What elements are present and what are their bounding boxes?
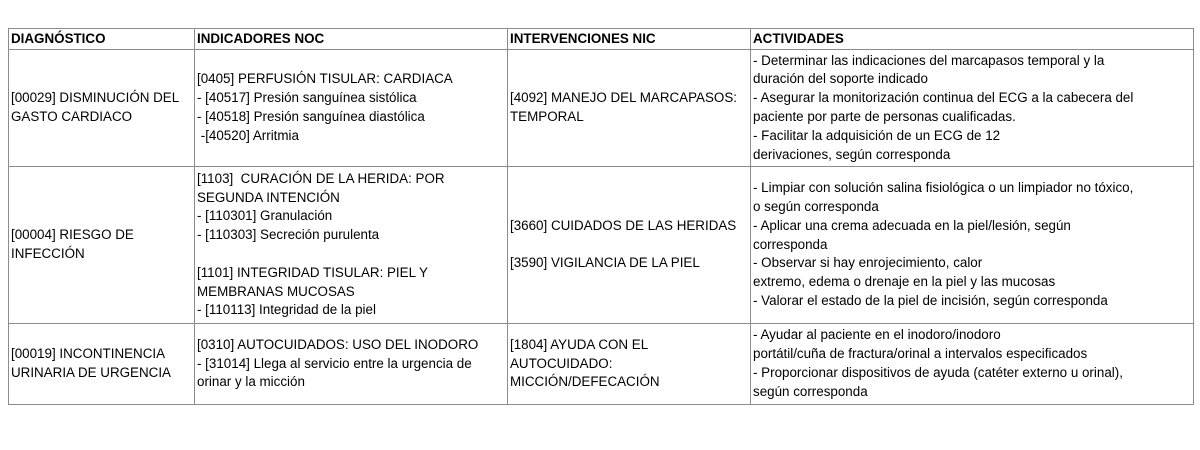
header-row — [9, 29, 1194, 50]
cell-actividades: - Limpiar con solución salina fisiológica o un limpiador no tóxico, o según corresponda - Aplicar una crema adecuada en la piel/lesión, según corresponda - Observar si hay enrojecimiento, calor extremo, edema o drenaje en la piel y las mucosas - Valorar el estado de la piel de incisión, según corresponda — [751, 167, 1194, 324]
cell-actividades: - Ayudar al paciente en el inodoro/inodoro portátil/cuña de fractura/orinal a intervalos especificados - Proporcionar dispositivos de ayuda (catéter externo u orinal), según corresponda — [751, 324, 1194, 405]
header-diagnostico: DIAGNÓSTICO — [9, 29, 195, 50]
cell-intervenciones-nic: [1804] AYUDA CON EL AUTOCUIDADO: MICCIÓN/DEFECACIÓN — [508, 324, 751, 405]
cell-intervenciones-nic: [4092] MANEJO DEL MARCAPASOS: TEMPORAL — [508, 50, 751, 167]
cell-indicadores-noc: [0310] AUTOCUIDADOS: USO DEL INODORO - [31014] Llega al servicio entre la urgencia de orinar y la micción — [195, 324, 508, 405]
table-row — [9, 167, 1194, 324]
table-row — [9, 324, 1194, 405]
care-plan-table — [8, 28, 1194, 405]
cell-intervenciones-nic: [3660] CUIDADOS DE LAS HERIDAS [3590] VIGILANCIA DE LA PIEL — [508, 167, 751, 324]
table-row — [9, 50, 1194, 167]
cell-indicadores-noc: [1103] CURACIÓN DE LA HERIDA: POR SEGUNDA INTENCIÓN - [110301] Granulación - [110303] Secreción purulenta [1101] INTEGRIDAD TISULAR: PIEL Y MEMBRANAS MUCOSAS - [110113] Integridad de la piel — [195, 167, 508, 324]
cell-indicadores-noc: [0405] PERFUSIÓN TISULAR: CARDIACA - [40517] Presión sanguínea sistólica - [40518] Presión sanguínea diastólica -[40520] Arritmia — [195, 50, 508, 167]
cell-actividades: - Determinar las indicaciones del marcapasos temporal y la duración del soporte indicado - Asegurar la monitorización continua del ECG a la cabecera del paciente por parte de personas cualificadas. - Facilitar la adquisición de un ECG de 12 derivaciones, según corresponda — [751, 50, 1194, 167]
header-actividades: ACTIVIDADES — [751, 29, 1194, 50]
header-intervenciones-nic: INTERVENCIONES NIC — [508, 29, 751, 50]
header-indicadores-noc: INDICADORES NOC — [195, 29, 508, 50]
cell-diagnostico: [00029] DISMINUCIÓN DEL GASTO CARDIACO — [9, 50, 195, 167]
cell-diagnostico: [00019] INCONTINENCIA URINARIA DE URGENCIA — [9, 324, 195, 405]
cell-diagnostico: [00004] RIESGO DE INFECCIÓN — [9, 167, 195, 324]
